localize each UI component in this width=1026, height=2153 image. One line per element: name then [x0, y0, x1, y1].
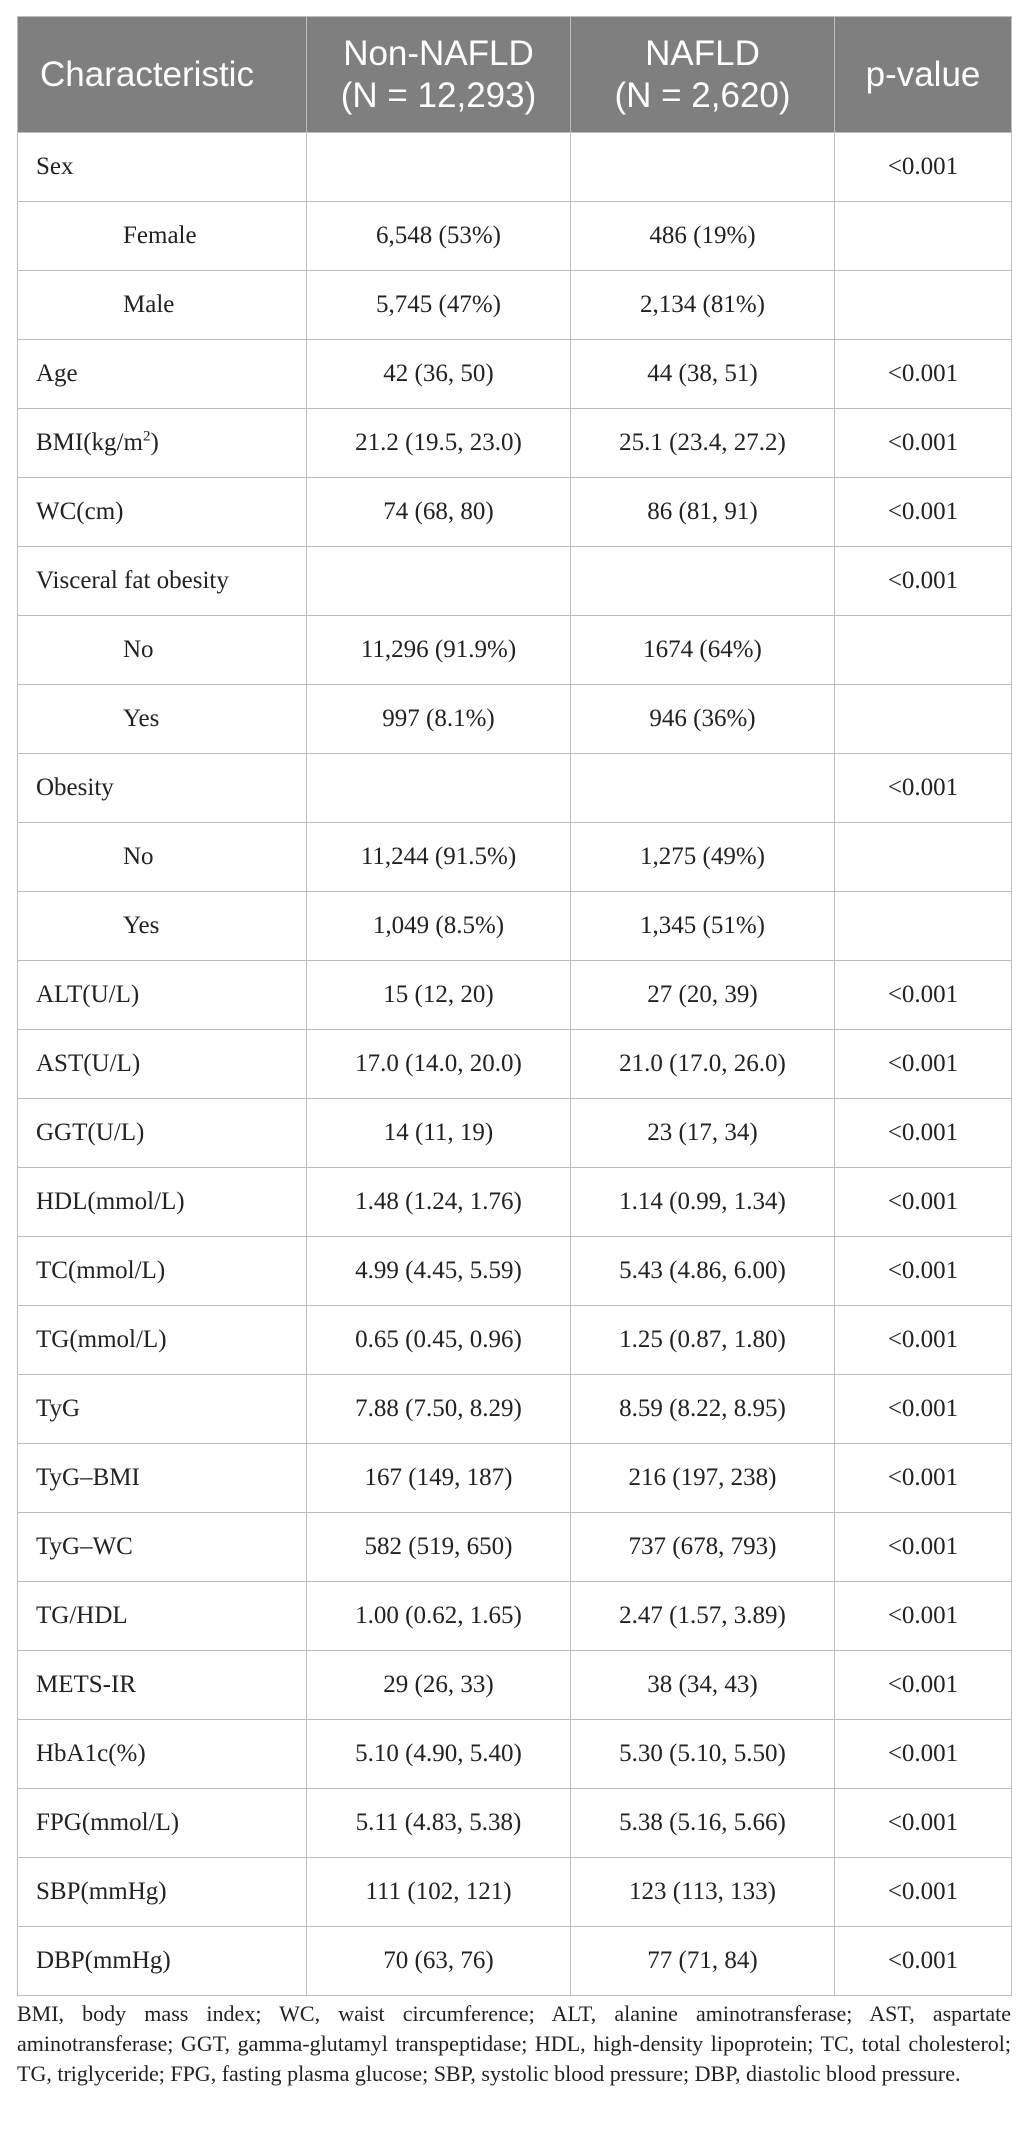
table-row	[18, 1651, 1012, 1720]
row-label: TC(mmol/L)	[18, 1237, 307, 1306]
p-value	[835, 892, 1012, 961]
table-row	[18, 1237, 1012, 1306]
row-label: No	[18, 823, 307, 892]
p-value: <0.001	[835, 133, 1012, 202]
non-nafld-value: 4.99 (4.45, 5.59)	[307, 1237, 571, 1306]
p-value: <0.001	[835, 1375, 1012, 1444]
nafld-value: 23 (17, 34)	[571, 1099, 835, 1168]
p-value: <0.001	[835, 1030, 1012, 1099]
nafld-value: 27 (20, 39)	[571, 961, 835, 1030]
non-nafld-value: 11,296 (91.9%)	[307, 616, 571, 685]
table-body	[18, 133, 1012, 1996]
table-row	[18, 202, 1012, 271]
row-label: Yes	[18, 892, 307, 961]
non-nafld-value: 1.48 (1.24, 1.76)	[307, 1168, 571, 1237]
non-nafld-value	[307, 547, 571, 616]
p-value	[835, 685, 1012, 754]
p-value	[835, 823, 1012, 892]
table-row	[18, 1099, 1012, 1168]
nafld-value: 86 (81, 91)	[571, 478, 835, 547]
row-label: METS-IR	[18, 1651, 307, 1720]
row-label: WC(cm)	[18, 478, 307, 547]
row-label: Yes	[18, 685, 307, 754]
p-value	[835, 271, 1012, 340]
row-label: GGT(U/L)	[18, 1099, 307, 1168]
non-nafld-value: 15 (12, 20)	[307, 961, 571, 1030]
p-value: <0.001	[835, 1513, 1012, 1582]
nafld-value: 5.38 (5.16, 5.66)	[571, 1789, 835, 1858]
non-nafld-value: 0.65 (0.45, 0.96)	[307, 1306, 571, 1375]
nafld-value: 44 (38, 51)	[571, 340, 835, 409]
row-label: DBP(mmHg)	[18, 1927, 307, 1996]
non-nafld-value: 7.88 (7.50, 8.29)	[307, 1375, 571, 1444]
non-nafld-value: 70 (63, 76)	[307, 1927, 571, 1996]
row-label: TG/HDL	[18, 1582, 307, 1651]
p-value: <0.001	[835, 1237, 1012, 1306]
nafld-value: 1.14 (0.99, 1.34)	[571, 1168, 835, 1237]
nafld-value	[571, 133, 835, 202]
row-label: HDL(mmol/L)	[18, 1168, 307, 1237]
nafld-value: 486 (19%)	[571, 202, 835, 271]
non-nafld-value: 1,049 (8.5%)	[307, 892, 571, 961]
row-label: TG(mmol/L)	[18, 1306, 307, 1375]
table-row	[18, 1375, 1012, 1444]
header-p-value: p-value	[835, 17, 1012, 133]
table-row	[18, 271, 1012, 340]
nafld-value: 1674 (64%)	[571, 616, 835, 685]
row-label: TyG–WC	[18, 1513, 307, 1582]
non-nafld-value: 5.11 (4.83, 5.38)	[307, 1789, 571, 1858]
non-nafld-value: 111 (102, 121)	[307, 1858, 571, 1927]
nafld-value: 25.1 (23.4, 27.2)	[571, 409, 835, 478]
non-nafld-value: 17.0 (14.0, 20.0)	[307, 1030, 571, 1099]
table-row	[18, 754, 1012, 823]
nafld-value: 216 (197, 238)	[571, 1444, 835, 1513]
nafld-value: 1,345 (51%)	[571, 892, 835, 961]
nafld-value: 946 (36%)	[571, 685, 835, 754]
p-value: <0.001	[835, 547, 1012, 616]
row-label: Obesity	[18, 754, 307, 823]
row-label: TyG	[18, 1375, 307, 1444]
row-label: HbA1c(%)	[18, 1720, 307, 1789]
table-header	[18, 17, 1012, 133]
table-row	[18, 1030, 1012, 1099]
table-row	[18, 1513, 1012, 1582]
p-value: <0.001	[835, 1720, 1012, 1789]
nafld-value: 5.30 (5.10, 5.50)	[571, 1720, 835, 1789]
p-value: <0.001	[835, 1168, 1012, 1237]
non-nafld-value	[307, 754, 571, 823]
header-row	[18, 17, 1012, 133]
non-nafld-value: 14 (11, 19)	[307, 1099, 571, 1168]
p-value	[835, 202, 1012, 271]
p-value: <0.001	[835, 409, 1012, 478]
table-row	[18, 1858, 1012, 1927]
row-label: Male	[18, 271, 307, 340]
non-nafld-value: 21.2 (19.5, 23.0)	[307, 409, 571, 478]
header-nafld: NAFLD (N = 2,620)	[571, 17, 835, 133]
table-row	[18, 1927, 1012, 1996]
nafld-value: 5.43 (4.86, 6.00)	[571, 1237, 835, 1306]
baseline-characteristics-table	[17, 16, 1012, 1996]
table-row	[18, 547, 1012, 616]
p-value: <0.001	[835, 1858, 1012, 1927]
non-nafld-value: 5.10 (4.90, 5.40)	[307, 1720, 571, 1789]
nafld-value: 1,275 (49%)	[571, 823, 835, 892]
table-row	[18, 1306, 1012, 1375]
p-value	[835, 616, 1012, 685]
table-row	[18, 1582, 1012, 1651]
nafld-value: 737 (678, 793)	[571, 1513, 835, 1582]
nafld-value: 8.59 (8.22, 8.95)	[571, 1375, 835, 1444]
p-value: <0.001	[835, 961, 1012, 1030]
p-value: <0.001	[835, 1927, 1012, 1996]
table-footnote: BMI, body mass index; WC, waist circumference; ALT, alanine aminotransferase; AST, aspartate aminotransferase; GGT, gamma-glutamyl transpeptidase; HDL, high-density lipoprotein; TC, total cholesterol; TG, triglyceride; FPG, fasting plasma glucose; SBP, systolic blood pressure; DBP, diastolic blood pressure.	[17, 2001, 1011, 2086]
table-row	[18, 961, 1012, 1030]
non-nafld-value: 29 (26, 33)	[307, 1651, 571, 1720]
table-row	[18, 1168, 1012, 1237]
table-row	[18, 1444, 1012, 1513]
nafld-value: 21.0 (17.0, 26.0)	[571, 1030, 835, 1099]
p-value: <0.001	[835, 1099, 1012, 1168]
non-nafld-value: 42 (36, 50)	[307, 340, 571, 409]
table-row	[18, 616, 1012, 685]
p-value: <0.001	[835, 1789, 1012, 1858]
table-row	[18, 409, 1012, 478]
p-value: <0.001	[835, 754, 1012, 823]
nafld-value	[571, 547, 835, 616]
non-nafld-value: 1.00 (0.62, 1.65)	[307, 1582, 571, 1651]
non-nafld-value: 74 (68, 80)	[307, 478, 571, 547]
row-label: SBP(mmHg)	[18, 1858, 307, 1927]
p-value: <0.001	[835, 1582, 1012, 1651]
non-nafld-value	[307, 133, 571, 202]
row-label: No	[18, 616, 307, 685]
row-label: TyG–BMI	[18, 1444, 307, 1513]
table-row	[18, 1789, 1012, 1858]
table-row	[18, 823, 1012, 892]
non-nafld-value: 997 (8.1%)	[307, 685, 571, 754]
nafld-value: 123 (113, 133)	[571, 1858, 835, 1927]
p-value: <0.001	[835, 1306, 1012, 1375]
nafld-value: 2.47 (1.57, 3.89)	[571, 1582, 835, 1651]
non-nafld-value: 582 (519, 650)	[307, 1513, 571, 1582]
table-row	[18, 1720, 1012, 1789]
non-nafld-value: 167 (149, 187)	[307, 1444, 571, 1513]
row-label: $BMI(kg/m^2)$	[18, 409, 307, 478]
table-row	[18, 478, 1012, 547]
nafld-value: 38 (34, 43)	[571, 1651, 835, 1720]
row-label: Female	[18, 202, 307, 271]
table-row	[18, 685, 1012, 754]
row-label: Visceral fat obesity	[18, 547, 307, 616]
header-characteristic: Characteristic	[18, 17, 307, 133]
p-value: <0.001	[835, 1651, 1012, 1720]
row-label: ALT(U/L)	[18, 961, 307, 1030]
row-label: Age	[18, 340, 307, 409]
non-nafld-value: 11,244 (91.5%)	[307, 823, 571, 892]
header-non-nafld: Non-NAFLD (N = 12,293)	[307, 17, 571, 133]
nafld-value: 2,134 (81%)	[571, 271, 835, 340]
p-value: <0.001	[835, 340, 1012, 409]
nafld-value: 1.25 (0.87, 1.80)	[571, 1306, 835, 1375]
row-label: Sex	[18, 133, 307, 202]
row-label: FPG(mmol/L)	[18, 1789, 307, 1858]
row-label: AST(U/L)	[18, 1030, 307, 1099]
table-row	[18, 892, 1012, 961]
table-row	[18, 133, 1012, 202]
non-nafld-value: 5,745 (47%)	[307, 271, 571, 340]
nafld-value: 77 (71, 84)	[571, 1927, 835, 1996]
p-value: <0.001	[835, 1444, 1012, 1513]
table-row	[18, 340, 1012, 409]
nafld-value	[571, 754, 835, 823]
p-value: <0.001	[835, 478, 1012, 547]
non-nafld-value: 6,548 (53%)	[307, 202, 571, 271]
